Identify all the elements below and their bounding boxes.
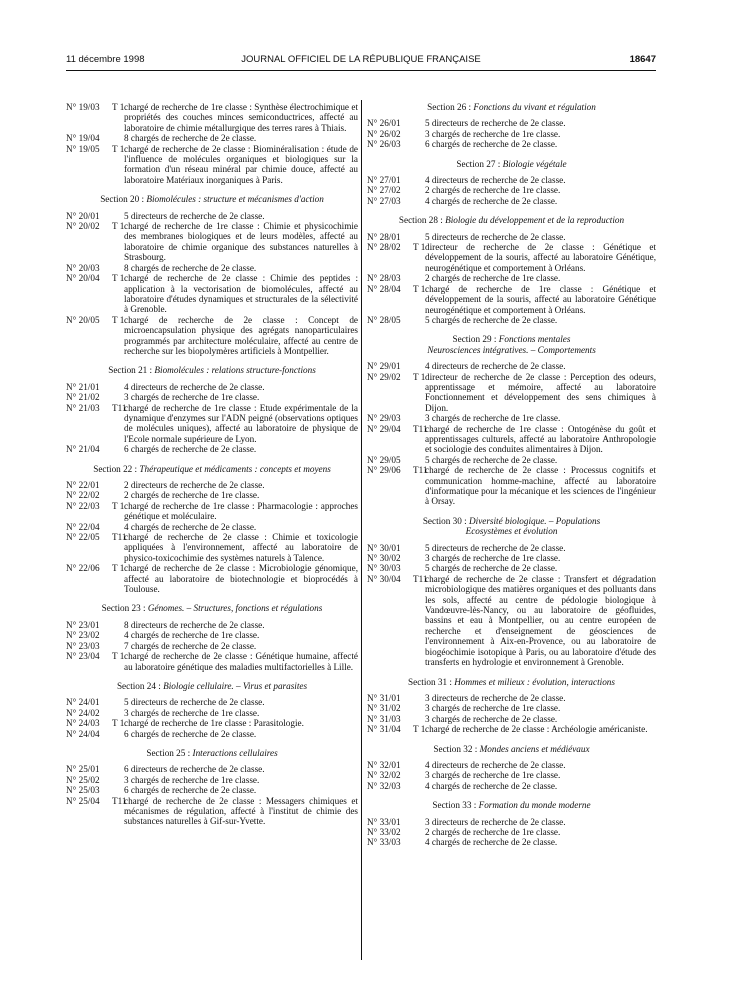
post-category: T11 <box>112 402 127 413</box>
post-entry <box>367 273 656 283</box>
section-heading <box>66 194 358 204</box>
post-description: directeur de recherche de 2e classe : Perception des odeurs, apprentissage et mémoire, affecté au laboratoire Fonctionnement et développement des sens chimiques à Dijon. <box>425 371 656 413</box>
post-category <box>413 553 425 563</box>
header-date: 11 décembre 1998 <box>66 54 145 65</box>
post-category: T 1 <box>112 143 125 154</box>
post-number: N° 20/01 <box>66 210 100 221</box>
post-entry <box>66 382 358 392</box>
post-description: 4 chargés de recherche de 2e classe. <box>425 195 558 206</box>
post-category <box>413 196 425 206</box>
post-category <box>413 543 425 553</box>
section-name: Fonctions du vivant et régulation <box>473 102 596 112</box>
post-entry <box>66 522 358 532</box>
post-category: T 1 <box>413 242 426 253</box>
section-name-line2: Neurosciences intégratives. – Comportements <box>427 344 596 355</box>
post-description: 3 chargés de recherche de 1re classe. <box>124 392 260 403</box>
post-number: N° 31/04 <box>367 724 401 735</box>
post-description: chargé de recherche de 2e classe : Génétique humaine, affecté au laboratoire génétique des maladies multifactorielles à Lille. <box>124 651 358 672</box>
post-category <box>413 714 425 724</box>
post-number: N° 28/05 <box>367 314 401 325</box>
post-number: N° 28/01 <box>367 231 401 242</box>
post-number: N° 24/03 <box>66 718 100 729</box>
post-number: N° 26/01 <box>367 118 401 129</box>
post-number: N° 24/04 <box>66 728 100 739</box>
post-number: N° 29/03 <box>367 413 401 424</box>
post-number: N° 32/02 <box>367 770 401 781</box>
post-category: T 1 <box>413 283 426 294</box>
section-heading <box>367 677 656 687</box>
post-number: N° 25/01 <box>66 764 100 775</box>
post-category <box>413 185 425 195</box>
post-description: chargé de recherche de 1re classe : Etude expérimentale de la dynamique d'enzymes sur l'ADN peigné (observations optiques de molécules uniques), affecté au laboratoire de physique de l'Ecole normale supérieure de Lyon. <box>124 402 358 444</box>
post-entry <box>66 273 358 315</box>
post-category <box>112 382 124 392</box>
section-label: Section 22 : <box>93 463 138 474</box>
post-description: 6 chargés de recherche de 2e classe. <box>124 444 257 455</box>
section-name: Génomes. – Structures, fonctions et régulations <box>147 603 323 614</box>
section-label: Section 24 : <box>116 680 161 691</box>
section-name: Interactions cellulaires <box>192 747 278 758</box>
post-entry <box>367 543 656 553</box>
post-description: chargé de recherche de 2e classe : Chimie des peptides : application à la vectorisation de biomolécules, affecté au laboratoire d'études dynamiques et structurales de la sélectivité à Grenoble. <box>124 273 358 315</box>
post-number: N° 22/01 <box>66 480 100 490</box>
section-name: Diversité biologique. – Populations <box>469 515 601 526</box>
post-entry <box>367 196 656 206</box>
post-description: 3 chargés de recherche de 1re classe. <box>124 774 260 785</box>
post-description: directeur de recherche de 2e classe : Génétique et développement de la souris, affecté au laboratoire Génétique, neurogénétique et comportement à Orléans. <box>425 242 656 273</box>
post-category: T11 <box>413 465 428 476</box>
post-category <box>413 273 425 283</box>
post-description: 4 directeurs de recherche de 2e classe. <box>425 175 566 186</box>
post-description: chargé de recherche de 2e classe : Microbiologie génomique, affecté au laboratoire de biotechnologie et bioprocédés à Toulouse. <box>124 563 358 595</box>
post-category <box>413 563 425 573</box>
post-number: N° 33/03 <box>367 837 401 848</box>
post-description: 4 chargés de recherche de 2e classe. <box>124 521 257 532</box>
section-name: Biomolécules : structure et mécanismes d'action <box>146 194 324 205</box>
post-entry <box>66 211 358 221</box>
post-entry <box>367 837 656 847</box>
post-category: T11 <box>112 795 127 806</box>
post-number: N° 20/04 <box>66 273 100 284</box>
post-number: N° 30/04 <box>367 573 401 584</box>
section-label: Section 29 : <box>452 334 497 345</box>
post-number: N° 28/03 <box>367 273 401 284</box>
post-description: 3 chargés de recherche de 1re classe. <box>425 703 561 714</box>
post-number: N° 33/02 <box>367 826 401 837</box>
post-category <box>112 133 124 143</box>
section-name: Hommes et milieux : évolution, interactions <box>454 676 615 687</box>
post-entry <box>367 770 656 780</box>
post-number: N° 22/05 <box>66 532 100 543</box>
post-entry <box>367 175 656 185</box>
post-category <box>112 775 124 785</box>
section-heading <box>367 102 656 112</box>
post-category <box>112 620 124 630</box>
post-description: chargé de recherche de 1re classe : Ontogénèse du goût et apprentissages culturels, affecté au laboratoire Anthropologie et sociologie des conduites alimentaires à Dijon. <box>425 423 656 455</box>
post-category <box>112 764 124 774</box>
post-entry <box>66 785 358 795</box>
post-category <box>413 118 425 128</box>
post-description: 4 chargés de recherche de 2e classe. <box>425 837 558 848</box>
post-entry <box>367 455 656 465</box>
post-description: 4 directeurs de recherche de 2e classe. <box>124 381 265 392</box>
section-heading <box>367 159 656 169</box>
post-entry <box>66 718 358 728</box>
post-description: 6 chargés de recherche de 2e classe. <box>425 139 558 150</box>
post-description: 2 chargés de recherche de 1re classe. <box>124 490 260 501</box>
post-category: T11 <box>413 573 428 584</box>
post-entry <box>66 221 358 263</box>
post-description: chargé de recherche de 1re classe : Chimie et physicochimie des membranes biologiques et de leurs modèles, affecté au laboratoire de chimie organique des substances naturelles à Strasbourg. <box>124 221 358 263</box>
post-entry <box>66 796 358 827</box>
post-entry <box>66 620 358 630</box>
post-category <box>413 827 425 837</box>
section-heading <box>367 800 656 810</box>
post-number: N° 22/02 <box>66 490 100 501</box>
post-category: T11 <box>112 532 127 543</box>
section-heading <box>367 215 656 225</box>
post-description: 4 directeurs de recherche de 2e classe. <box>425 361 566 372</box>
post-description: 4 directeurs de recherche de 2e classe. <box>425 759 566 770</box>
section-label: Section 30 : <box>422 515 467 526</box>
section-label: Section 23 : <box>101 603 146 614</box>
post-description: 3 chargés de recherche de 1re classe. <box>425 770 561 781</box>
post-number: N° 27/01 <box>367 175 401 186</box>
post-entry <box>367 563 656 573</box>
post-number: N° 22/06 <box>66 563 100 574</box>
post-description: chargé de recherche de 2e classe : Biominéralisation : étude de l'influence de molécules organiques et biologiques sur la formation d'un réseau minéral par chimie douce, affecté au laboratoire Matériaux inorganiques à Paris. <box>124 143 358 185</box>
post-category <box>413 781 425 791</box>
post-category <box>112 522 124 532</box>
post-entry <box>367 372 656 414</box>
post-number: N° 31/03 <box>367 713 401 724</box>
post-number: N° 26/02 <box>367 128 401 139</box>
post-category <box>413 361 425 371</box>
post-description: 6 chargés de recherche de 2e classe. <box>124 785 257 796</box>
post-number: N° 24/02 <box>66 707 100 718</box>
post-number: N° 31/02 <box>367 703 401 714</box>
post-category: T11 <box>413 423 428 434</box>
post-entry <box>367 465 656 507</box>
post-description: 8 chargés de recherche de 2e classe. <box>124 133 257 144</box>
section-name: Formation du monde moderne <box>478 800 591 811</box>
post-entry <box>66 775 358 785</box>
post-entry <box>66 444 358 454</box>
post-category <box>112 444 124 454</box>
post-number: N° 20/03 <box>66 262 100 273</box>
post-description: 3 directeurs de recherche de 2e classe. <box>425 816 566 827</box>
post-description: 5 chargés de recherche de 2e classe. <box>425 454 558 465</box>
post-entry <box>367 724 656 734</box>
post-description: 2 directeurs de recherche de 2e classe. <box>124 480 265 490</box>
post-description: 5 directeurs de recherche de 2e classe. <box>124 210 265 221</box>
post-entry <box>367 129 656 139</box>
post-entry <box>367 315 656 325</box>
post-category <box>413 413 425 423</box>
section-heading <box>66 365 358 375</box>
post-entry <box>66 102 358 133</box>
post-description: chargé de recherche de 2e classe : Processus cognitifs et communication homme-machine, affecté au laboratoire d'informatique pour la mécanique et les sciences de l'ingénieur à Orsay. <box>425 465 656 507</box>
section-heading <box>66 681 358 691</box>
post-category: T 1 <box>112 221 125 232</box>
post-number: N° 19/03 <box>66 102 100 112</box>
post-description: 5 directeurs de recherche de 2e classe. <box>425 118 566 129</box>
post-number: N° 23/03 <box>66 640 100 651</box>
post-entry <box>66 315 358 357</box>
post-entry <box>367 284 656 315</box>
post-entry <box>66 708 358 718</box>
page-header <box>66 55 656 69</box>
post-category <box>112 263 124 273</box>
post-entry <box>66 144 358 186</box>
post-entry <box>367 424 656 455</box>
section-name: Fonctions mentales <box>498 334 571 345</box>
post-entry <box>367 693 656 703</box>
post-number: N° 22/04 <box>66 521 100 532</box>
section-name: Thérapeutique et médicaments : concepts et moyens <box>139 463 331 474</box>
post-entry <box>367 760 656 770</box>
post-number: N° 24/01 <box>66 697 100 708</box>
post-category: T 1 <box>112 651 125 662</box>
post-description: chargé de recherche de 1re classe : Pharmacologie : approches génétique et moléculaire. <box>124 500 358 522</box>
post-description: 5 chargés de recherche de 2e classe. <box>425 563 558 574</box>
post-number: N° 21/01 <box>66 381 100 392</box>
post-category <box>413 455 425 465</box>
post-description: 7 chargés de recherche de 2e classe. <box>124 640 257 651</box>
post-category <box>112 392 124 402</box>
post-description: chargé de recherche de 1re classe : Synthèse électrochimique et propriétés des couches minces semiconductrices, affecté au laboratoire de chimie métallurgique des terres rares à Thiais. <box>124 102 358 133</box>
post-entry <box>66 563 358 594</box>
post-entry <box>66 729 358 739</box>
post-category <box>413 129 425 139</box>
post-category <box>413 760 425 770</box>
journal-title: JOURNAL OFFICIEL DE LA RÉPUBLIQUE FRANÇAISE <box>241 54 481 65</box>
post-description: 5 directeurs de recherche de 2e classe. <box>425 542 566 553</box>
section-label: Section 32 : <box>433 743 478 754</box>
section-label: Section 20 : <box>100 194 145 205</box>
post-entry <box>66 764 358 774</box>
post-entry <box>367 827 656 837</box>
post-number: N° 23/01 <box>66 619 100 630</box>
post-description: chargé de recherche de 2e classe : Transfert et dégradation microbiologique des matières organiques et des polluants dans les sols, affecté au centre de pédologie biologique à Vandœuvre-lès-Nancy, ou au laboratoire de géofluides, bassins et eau à Montpellier, ou au centre européen de recherche et d'enseignement de géosciences de l'environnement à Aix-en-Provence, ou au laboratoire de biogéochimie isotopique à Paris, ou au laboratoire d'étude des transferts en hydrologie et environnement à Grenoble. <box>425 573 656 668</box>
post-category: T 1 <box>413 371 426 382</box>
post-entry <box>367 413 656 423</box>
post-category <box>112 697 124 707</box>
post-category: T 1 <box>112 500 125 511</box>
post-number: N° 31/01 <box>367 692 401 703</box>
post-number: N° 29/01 <box>367 361 401 372</box>
post-entry <box>66 480 358 490</box>
right-column <box>367 102 656 848</box>
post-description: 8 directeurs de recherche de 2e classe. <box>124 619 265 630</box>
post-description: chargé de recherche de 2e classe : Chimie et toxicologie appliquées à l'environnement, affecté au laboratoire de physico-toxicochimie des systèmes naturels à Talence. <box>124 532 358 563</box>
post-category <box>413 703 425 713</box>
post-category <box>413 837 425 847</box>
section-label: Section 25 : <box>146 747 191 758</box>
post-description: 5 directeurs de recherche de 2e classe. <box>425 231 566 242</box>
post-entry <box>66 697 358 707</box>
post-description: 3 chargés de recherche de 1re classe. <box>124 707 260 718</box>
post-entry <box>367 185 656 195</box>
post-category <box>413 770 425 780</box>
section-label: Section 31 : <box>408 676 452 687</box>
section-name: Biologie végétale <box>502 158 567 169</box>
post-entry <box>367 118 656 128</box>
column-divider <box>361 100 362 960</box>
post-entry <box>367 139 656 149</box>
post-number: N° 27/02 <box>367 185 401 196</box>
post-number: N° 25/03 <box>66 785 100 796</box>
post-category: T 1 <box>112 718 125 729</box>
post-entry <box>66 392 358 402</box>
post-number: N° 32/03 <box>367 780 401 791</box>
post-number: N° 21/03 <box>66 402 100 413</box>
page-number: 18647 <box>629 54 656 65</box>
post-number: N° 30/03 <box>367 563 401 574</box>
post-category <box>413 693 425 703</box>
post-category <box>413 139 425 149</box>
post-category <box>112 641 124 651</box>
post-entry <box>66 133 358 143</box>
post-number: N° 29/04 <box>367 423 401 434</box>
section-heading <box>66 748 358 758</box>
post-number: N° 28/02 <box>367 242 401 253</box>
post-description: 2 chargés de recherche de 1re classe. <box>425 273 561 284</box>
post-number: N° 26/03 <box>367 139 401 150</box>
section-label: Section 27 : <box>456 158 501 169</box>
post-entry <box>66 501 358 522</box>
post-description: 5 directeurs de recherche de 2e classe. <box>124 697 265 708</box>
section-heading <box>367 744 656 754</box>
section-name-line2: Ecosystèmes et évolution <box>465 526 558 537</box>
post-description: 3 directeurs de recherche de 2e classe. <box>425 692 566 703</box>
post-number: N° 32/01 <box>367 759 401 770</box>
post-description: 2 chargés de recherche de 1re classe. <box>425 185 561 196</box>
post-entry <box>367 781 656 791</box>
post-number: N° 19/04 <box>66 133 100 144</box>
post-category <box>112 630 124 640</box>
post-category <box>112 490 124 500</box>
post-entry <box>367 361 656 371</box>
post-description: 4 chargés de recherche de 2e classe. <box>425 780 558 791</box>
post-category <box>112 708 124 718</box>
post-number: N° 25/04 <box>66 795 100 806</box>
post-category: T 1 <box>112 563 125 574</box>
post-entry <box>367 714 656 724</box>
section-heading <box>66 603 358 613</box>
post-entry <box>66 651 358 672</box>
post-description: 3 chargés de recherche de 2e classe. <box>425 713 558 724</box>
post-entry <box>66 630 358 640</box>
section-name: Biomolécules : relations structure-fonctions <box>154 365 316 376</box>
post-entry <box>66 641 358 651</box>
post-description: chargé de recherche de 2e classe : Concept de microencapsulation physique des agrégats nanoparticulaires programmés par architecture moléculaire, affecté au centre de recherche sur les biopolymères artificiels à Montpellier. <box>124 314 358 356</box>
post-category: T 1 <box>413 724 426 735</box>
section-label: Section 21 : <box>108 365 153 376</box>
post-category: T 1 <box>112 273 125 284</box>
post-number: N° 20/05 <box>66 314 100 325</box>
section-name: Mondes anciens et médiévaux <box>479 743 590 754</box>
post-category: T 1 <box>112 102 125 112</box>
post-category <box>112 729 124 739</box>
post-description: 3 chargés de recherche de 1re classe. <box>425 413 561 424</box>
header-rule <box>66 70 656 71</box>
post-number: N° 23/04 <box>66 651 100 662</box>
post-entry <box>367 817 656 827</box>
section-heading <box>367 516 656 537</box>
post-description: chargé de recherche de 1re classe : Parasitologie. <box>124 718 304 729</box>
post-entry <box>66 263 358 273</box>
post-description: 6 chargés de recherche de 2e classe. <box>124 728 257 739</box>
post-category <box>413 817 425 827</box>
post-category <box>112 480 124 490</box>
post-number: N° 30/01 <box>367 542 401 553</box>
post-entry <box>367 242 656 273</box>
post-description: chargé de recherche de 2e classe : Archéologie américaniste. <box>425 724 648 735</box>
section-label: Section 33 : <box>432 800 477 811</box>
post-category <box>112 211 124 221</box>
post-description: chargé de recherche de 2e classe : Messagers chimiques et mécanismes de régulation, affecté à l'institut de chimie des substances naturelles à Gif-sur-Yvette. <box>124 795 358 827</box>
post-number: N° 21/04 <box>66 444 100 455</box>
post-category <box>413 315 425 325</box>
post-number: N° 29/06 <box>367 465 401 476</box>
post-description: chargé de recherche de 1re classe : Génétique et développement de la souris, affecté au laboratoire Génétique neurogénétique et comportement à Orléans. <box>425 283 656 315</box>
post-category <box>413 175 425 185</box>
post-number: N° 30/02 <box>367 553 401 564</box>
section-name: Biologie cellulaire. – Virus et parasites <box>163 680 308 691</box>
section-name: Biologie du développement et de la reproduction <box>445 215 625 226</box>
left-column <box>66 102 358 827</box>
post-number: N° 29/05 <box>367 454 401 465</box>
post-category <box>413 232 425 242</box>
post-description: 4 chargés de recherche de 1re classe. <box>124 630 260 641</box>
section-heading <box>367 334 656 355</box>
post-description: 3 chargés de recherche de 1re classe. <box>425 553 561 564</box>
post-number: N° 19/05 <box>66 143 100 154</box>
post-number: N° 25/02 <box>66 774 100 785</box>
post-description: 5 chargés de recherche de 2e classe. <box>425 314 558 325</box>
post-description: 6 directeurs de recherche de 2e classe. <box>124 764 265 775</box>
post-number: N° 21/02 <box>66 392 100 403</box>
post-entry <box>367 574 656 668</box>
post-category <box>112 785 124 795</box>
post-description: 8 chargés de recherche de 2e classe. <box>124 262 257 273</box>
post-entry <box>367 553 656 563</box>
post-description: 2 chargés de recherche de 1re classe. <box>425 826 561 837</box>
post-entry <box>66 532 358 563</box>
post-number: N° 22/03 <box>66 500 100 511</box>
post-number: N° 20/02 <box>66 221 100 232</box>
section-heading <box>66 464 358 474</box>
post-entry <box>367 703 656 713</box>
section-label: Section 26 : <box>427 102 472 112</box>
post-entry <box>66 490 358 500</box>
post-description: 3 chargés de recherche de 1re classe. <box>425 128 561 139</box>
section-label: Section 28 : <box>398 215 443 226</box>
post-category: T 1 <box>112 314 125 325</box>
post-number: N° 23/02 <box>66 630 100 641</box>
post-entry <box>66 403 358 445</box>
post-number: N° 33/01 <box>367 816 401 827</box>
post-number: N° 28/04 <box>367 283 401 294</box>
post-number: N° 27/03 <box>367 195 401 206</box>
post-entry <box>367 232 656 242</box>
post-number: N° 29/02 <box>367 371 401 382</box>
